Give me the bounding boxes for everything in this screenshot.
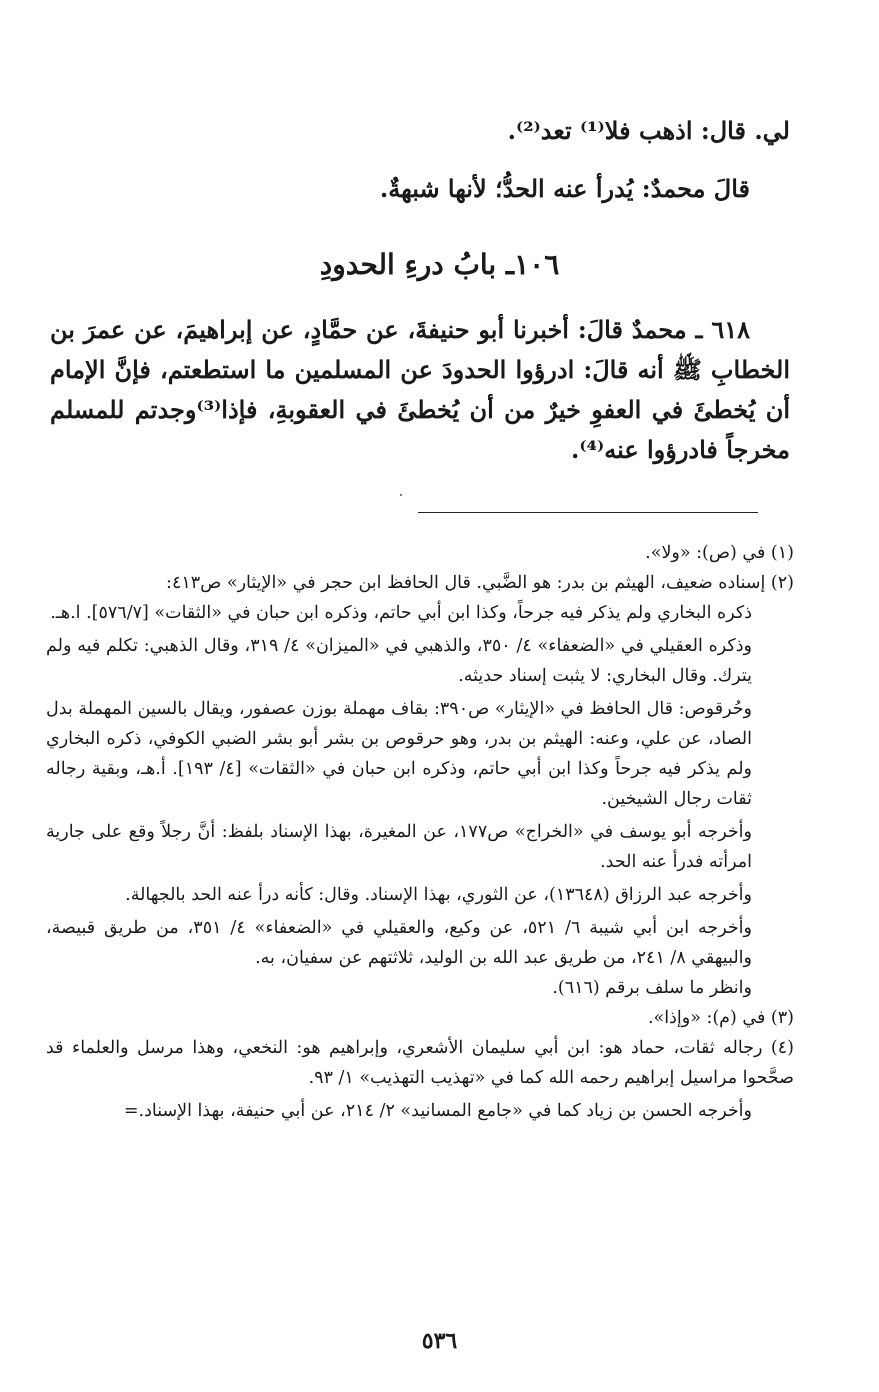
hadith-paragraph: ٦١٨ ـ محمدٌ قالَ: أخبرنا أبو حنيفةَ، عن حمَّادٍ، عن إبراهيمَ، عن عمرَ بن الخطابِ ﷺ أنه قالَ: ادرؤوا الحدودَ عن المسلمين ما استطعتم، فإنَّ الإمام أن يُخطئَ في العفوِ خيرٌ من أن يُخطئَ في العقوبةِ، فإذا⁽³⁾وجدتم للمسلم مخرجاً فادرؤوا عنه⁽⁴⁾. xyxy=(50,315,790,464)
footnote: وأخرجه ابن أبي شيبة ٦/ ٥٢١، عن وكيع، والعقيلي في «الضعفاء» ٤/ ٣٥١، من طريق قبيصة، والبيهقي ٨/ ٢٤١، من طريق عبد الله بن الوليد، ثلاثتهم عن سفيان، به. xyxy=(46,918,752,968)
footnote: (١) في (ص): «ولا». xyxy=(645,543,794,563)
footnote: وانظر ما سلف برقم (٦١٦). xyxy=(552,978,752,998)
footnote: وأخرجه الحسن بن زياد كما في «جامع المسانيد» ٢/ ٢١٤، عن أبي حنيفة، بهذا الإسناد.= xyxy=(123,1101,752,1121)
footnotes xyxy=(46,538,794,1126)
footnote-separator xyxy=(418,512,758,513)
footnote: (٤) رجاله ثقات، حماد هو: ابن أبي سليمان الأشعري، وإبراهيم هو: النخعي، وهذا مرسل والعلماء قد صحَّحوا مراسيل إبراهيم رحمه الله كما في «تهذيب التهذيب» ١/ ٩٣. xyxy=(46,1038,794,1088)
main-text-line-1: لي. قال: اذهب فلا⁽¹⁾ تعد⁽²⁾. xyxy=(507,116,790,145)
footnote: وحُرقوص: قال الحافظ في «الإيثار» ص٣٩٠: بقاف مهملة بوزن عصفور، ويقال بالسين المهملة بدل الصاد، عن علي، وعنه: الهيثم بن بدر، وهو حرقوص بن بشر أبو بشر الضبي الكوفي، ذكره البخاري ولم يذكر فيه جرحاً وكذا ابن أبي حاتم، وذكره ابن حبان في «الثقات» [٤/ ١٩٣]. أ.هـ، وبقية رجاله ثقات رجال الشيخين. xyxy=(46,699,753,809)
stray-mark xyxy=(400,494,402,496)
chapter-heading: ١٠٦ـ بابُ درءِ الحدودِ xyxy=(319,248,560,281)
footnote: وأخرجه أبو يوسف في «الخراج» ص١٧٧، عن المغيرة، بهذا الإسناد بلفظ: أنَّ رجلاً وقع على جارية امرأته فدرأ عنه الحد. xyxy=(46,822,752,872)
footnote: (٢) إسناده ضعيف، الهيثم بن بدر: هو الضَّبي. قال الحافظ ابن حجر في «الإيثار» ص٤١٣: xyxy=(166,573,794,593)
footnote: (٣) في (م): «وإذا». xyxy=(647,1008,794,1028)
page-number: ٥٣٦ xyxy=(421,1328,458,1354)
footnote: وذكره العقيلي في «الضعفاء» ٤/ ٣٥٠، والذهبي في «الميزان» ٤/ ٣١٩، وقال الذهبي: تكلم فيه ولم يترك. وقال البخاري: لا يثبت إسناد حديثه. xyxy=(46,636,752,686)
footnote: ذكره البخاري ولم يذكر فيه جرحاً، وكذا ابن أبي حاتم، وذكره ابن حبان في «الثقات» [٥٧٦/٧]. ا.هـ. xyxy=(50,603,752,623)
footnote: وأخرجه عبد الرزاق (١٣٦٤٨)، عن الثوري، بهذا الإسناد. وقال: كأنه درأ عنه الحد بالجهالة. xyxy=(125,885,752,905)
main-text-line-2: قالَ محمدٌ: يُدرأ عنه الحدُّ؛ لأنها شبهةٌ. xyxy=(379,174,750,203)
